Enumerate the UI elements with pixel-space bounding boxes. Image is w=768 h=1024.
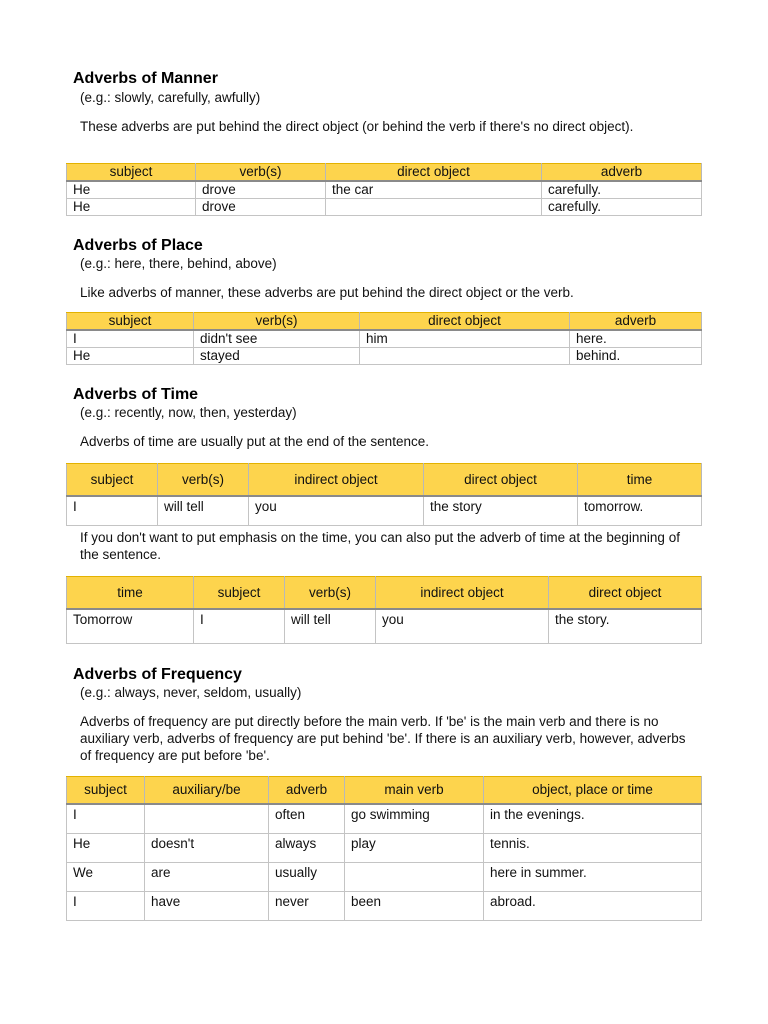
header-cell: subject [194,577,285,610]
table-cell: the car [326,181,542,199]
table-cell: carefully. [542,181,702,199]
header-cell: direct object [326,164,542,182]
header-cell: adverb [269,777,345,805]
table-cell: I [194,609,285,644]
header-cell: subject [67,777,145,805]
table-cell: carefully. [542,199,702,216]
table-cell: usually [269,863,345,892]
table-cell: I [67,496,158,526]
table-header-row [67,464,702,497]
header-cell: adverb [542,164,702,182]
header-cell: direct object [360,313,570,331]
description-manner: These adverbs are put behind the direct object (or behind the verb if there's no direct object). [80,119,634,134]
header-cell: object, place or time [484,777,702,805]
table-cell: will tell [158,496,249,526]
table-cell: the story [424,496,578,526]
table-cell: here. [570,330,702,348]
table-cell: are [145,863,269,892]
description-time-2: If you don't want to put emphasis on the time, you can also put the adverb of time at the beginning of the sentence. [80,530,680,562]
heading-place: Adverbs of Place [73,237,203,254]
header-cell: time [578,464,702,497]
header-cell: direct object [549,577,702,610]
header-cell: time [67,577,194,610]
heading-time: Adverbs of Time [73,386,199,403]
table-cell: He [67,181,196,199]
table-header-row [67,164,702,182]
table-cell: will tell [285,609,376,644]
table-cell: have [145,892,269,921]
examples-place: (e.g.: here, there, behind, above) [80,256,277,271]
header-cell: subject [67,313,194,331]
table-row [67,609,702,644]
table-time-2 [66,576,702,644]
table-cell: He [67,834,145,863]
table-cell: you [249,496,424,526]
examples-time: (e.g.: recently, now, then, yesterday) [80,405,297,420]
table-cell: Tomorrow [67,609,194,644]
table-cell: you [376,609,549,644]
table-cell: him [360,330,570,348]
table-row [67,199,702,216]
table-header-row [67,313,702,331]
table-cell: been [345,892,484,921]
table-cell: drove [196,181,326,199]
header-cell: auxiliary/be [145,777,269,805]
table-row [67,804,702,834]
table-cell: He [67,199,196,216]
table-row [67,496,702,526]
header-cell: subject [67,164,196,182]
table-cell: I [67,892,145,921]
header-cell: direct object [424,464,578,497]
table-manner [66,163,702,216]
table-cell: drove [196,199,326,216]
table-cell: here in summer. [484,863,702,892]
table-cell: We [67,863,145,892]
table-cell: I [67,330,194,348]
description-place: Like adverbs of manner, these adverbs are put behind the direct object or the verb. [80,285,574,300]
table-cell: tennis. [484,834,702,863]
table-cell: I [67,804,145,834]
header-cell: verb(s) [158,464,249,497]
heading-manner: Adverbs of Manner [73,70,218,87]
table-row [67,863,702,892]
description-frequency: Adverbs of frequency are put directly before the main verb. If 'be' is the main verb and there is no auxiliary verb, adverbs of frequency are put behind 'be'. If there is an auxiliary verb, however, adverbs of frequency are put before 'be'. [80,714,686,763]
header-cell: verb(s) [194,313,360,331]
table-cell [345,863,484,892]
table-row [67,181,702,199]
header-cell: subject [67,464,158,497]
table-cell: stayed [194,348,360,365]
table-cell: the story. [549,609,702,644]
table-cell: play [345,834,484,863]
table-cell: go swimming [345,804,484,834]
table-cell: always [269,834,345,863]
table-header-row [67,577,702,610]
table-cell: abroad. [484,892,702,921]
table-cell [360,348,570,365]
table-cell: tomorrow. [578,496,702,526]
table-time [66,463,702,526]
table-cell: doesn't [145,834,269,863]
table-row [67,330,702,348]
table-row [67,892,702,921]
table-cell: never [269,892,345,921]
description-time: Adverbs of time are usually put at the end of the sentence. [80,434,429,449]
table-cell: didn't see [194,330,360,348]
table-cell: behind. [570,348,702,365]
header-cell: indirect object [249,464,424,497]
table-row [67,834,702,863]
table-place [66,312,702,365]
table-row [67,348,702,365]
table-cell: in the evenings. [484,804,702,834]
header-cell: main verb [345,777,484,805]
header-cell: verb(s) [285,577,376,610]
table-cell: He [67,348,194,365]
table-cell [326,199,542,216]
table-frequency [66,776,702,921]
header-cell: verb(s) [196,164,326,182]
heading-frequency: Adverbs of Frequency [73,666,242,683]
examples-manner: (e.g.: slowly, carefully, awfully) [80,90,261,105]
examples-frequency: (e.g.: always, never, seldom, usually) [80,685,302,700]
table-cell [145,804,269,834]
header-cell: adverb [570,313,702,331]
header-cell: indirect object [376,577,549,610]
table-cell: often [269,804,345,834]
table-header-row [67,777,702,805]
